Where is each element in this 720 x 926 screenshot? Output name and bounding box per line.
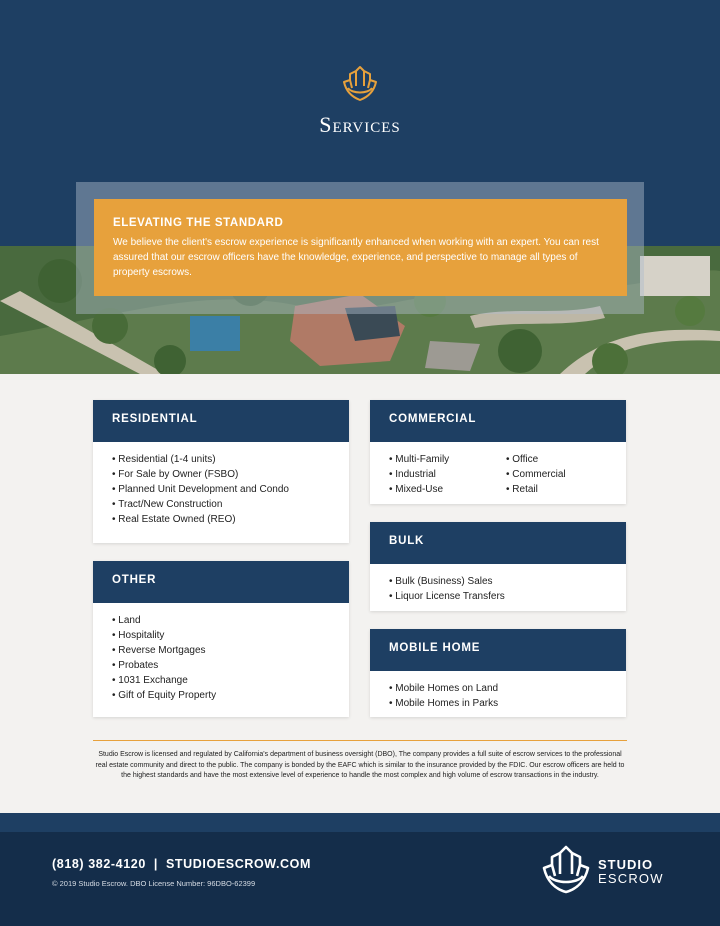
list-item: • Mobile Homes on Land: [389, 681, 626, 696]
brand-logo: [541, 844, 671, 898]
brand-subtitle: ESCROW: [598, 871, 664, 886]
callout-box: [94, 199, 627, 296]
list-item: • Industrial: [389, 467, 506, 482]
mobile-home-card: [370, 629, 626, 717]
list-item: • Probates: [112, 658, 349, 673]
commercial-list-col1: [389, 452, 506, 497]
list-item: • Retail: [506, 482, 566, 497]
list-item: • Planned Unit Development and Condo: [112, 482, 349, 497]
contact-line: [52, 857, 311, 871]
card-title: BULK: [370, 522, 626, 564]
commercial-list-col2: [506, 452, 566, 497]
footer-band: [0, 813, 720, 832]
list-item: • Reverse Mortgages: [112, 643, 349, 658]
license-text: © 2019 Studio Escrow. DBO License Number: 96DBO-62399: [52, 879, 256, 888]
disclaimer-text: Studio Escrow is licensed and regulated by California's department of business oversight (DBO), The company provides a full suite of escrow services to the professional real estate community and direct to the public. The company is bonded by the EAFC which is similar to the insurance provided by the FDIC. Our escrow officers are held to the highest standards and have the most extensive level of experience to handle the most complex and high volume of escrow transactions in the industry.: [95, 751, 625, 779]
list-item: • Real Estate Owned (REO): [112, 512, 349, 527]
card-title: RESIDENTIAL: [93, 400, 349, 442]
list-item: • Bulk (Business) Sales: [389, 574, 626, 589]
mobile-home-list: [389, 681, 626, 711]
list-item: • Hospitality: [112, 628, 349, 643]
bulk-list: [389, 574, 626, 604]
phone-number[interactable]: (818) 382-4120: [52, 857, 146, 871]
list-item: • Mixed-Use: [389, 482, 506, 497]
card-title: MOBILE HOME: [370, 629, 626, 671]
page-title: Services: [319, 112, 401, 137]
website-link[interactable]: STUDIOESCROW.COM: [166, 857, 312, 871]
card-title: OTHER: [93, 561, 349, 603]
brand-name: STUDIO: [598, 857, 654, 872]
callout-heading: ELEVATING THE STANDARD: [113, 217, 284, 229]
residential-list: [112, 452, 349, 527]
list-item: • For Sale by Owner (FSBO): [112, 467, 349, 482]
list-item: • Commercial: [506, 467, 566, 482]
card-title: COMMERCIAL: [370, 400, 626, 442]
list-item: • Land: [112, 613, 349, 628]
lotus-logo-icon: [340, 64, 380, 104]
commercial-card: [370, 400, 626, 504]
list-item: • Gift of Equity Property: [112, 688, 349, 703]
callout-text: We believe the client's escrow experience is significantly enhanced when working with an expert. You can rest assured that our escrow officers have the knowledge, experience, and perspective to manage all types of property escrows.: [113, 237, 599, 278]
bulk-card: [370, 522, 626, 611]
other-list: [112, 613, 349, 703]
residential-card: [93, 400, 349, 543]
footer: [0, 832, 720, 926]
list-item: • Multi-Family: [389, 452, 506, 467]
divider: [93, 740, 627, 741]
separator: |: [153, 857, 158, 871]
list-item: • Office: [506, 452, 566, 467]
other-card: [93, 561, 349, 717]
list-item: • Residential (1-4 units): [112, 452, 349, 467]
list-item: • Mobile Homes in Parks: [389, 696, 626, 711]
list-item: • Tract/New Construction: [112, 497, 349, 512]
list-item: • 1031 Exchange: [112, 673, 349, 688]
list-item: • Liquor License Transfers: [389, 589, 626, 604]
lotus-logo-icon: [541, 844, 591, 896]
